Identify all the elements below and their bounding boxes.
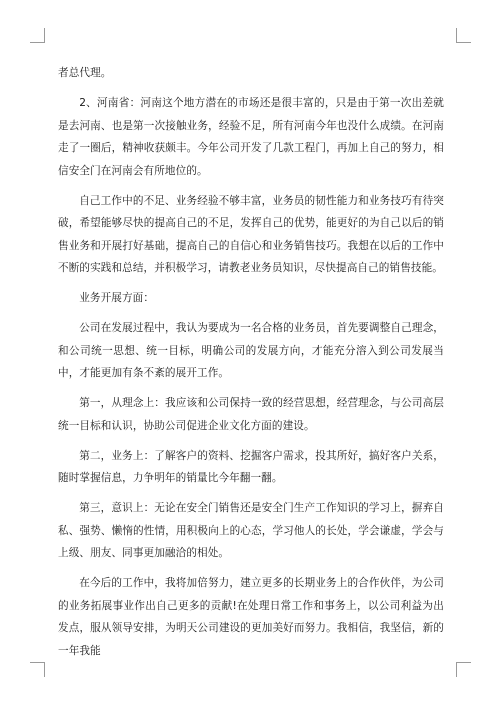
crop-mark-bottom-right xyxy=(456,662,471,677)
paragraph-first-concept: 第一，从理念上：我应该和公司保持一致的经营思想，经营理念，与公司高层统一目标和认识，协助公司促进企业文化方面的建设。 xyxy=(58,397,444,432)
paragraph-continuation: 者总代理。 xyxy=(58,67,112,79)
paragraph-future-work: 在今后的工作中，我将加倍努力，建立更多的长期业务上的合作伙伴，为公司的业务拓展事业作出自己更多的贡献!在处理日常工作和事务上，以公司利益为出发点，服从领导安排，为明天公司建设的更加美好而努力。我相信，我坚信，新的一年我能 xyxy=(58,577,444,657)
paragraph-second-business: 第二，业务上：了解客户的资料、挖掘客户需求，投其所好，搞好客户关系，随时掌握信息，力争明年的销量比今年翻一翻。 xyxy=(58,449,444,484)
crop-mark-top-right xyxy=(456,28,471,43)
section-heading-business: 业务开展方面： xyxy=(79,292,155,304)
paragraph-third-awareness: 第三，意识上：无论在安全门销售还是安全门生产工作知识的学习上，摒弃自私、强势、懒惰的性情，用积极向上的心态，学习他人的长处，学会谦虚，学会与上级、朋友、同事更加融洽的相处。 xyxy=(58,502,444,559)
paragraph-company-development: 公司在发展过程中，我认为要成为一名合格的业务员，首先要调整自己理念，和公司统一思想、统一目标，明确公司的发展方向，才能充分溶入到公司发展当中，才能更加有条不紊的展开工作。 xyxy=(58,322,444,379)
crop-mark-top-left xyxy=(30,28,45,43)
crop-mark-bottom-left xyxy=(30,662,45,677)
paragraph-shortcomings: 自己工作中的不足、业务经验不够丰富，业务员的韧性能力和业务技巧有待突破，希望能够尽快的提高自己的不足，发挥自己的优势，能更好的为自己以后的销售业务和开展打好基础，提高自己的自信心和业务销售技巧。我想在以后的工作中不断的实践和总结，并积极学习，请教老业务员知识，尽快提高自己的销售技能。 xyxy=(58,194,444,274)
paragraph-henan: 2、河南省：河南这个地方潜在的市场还是很丰富的，只是由于第一次出差就是去河南、也是第一次接触业务，经验不足，所有河南今年也没什么成绩。在河南走了一圈后，精神收获颇丰。今年公司开发了几款工程门，再加上自己的努力，相信安全门在河南会有所地位的。 xyxy=(58,97,444,177)
document-body xyxy=(58,62,444,670)
